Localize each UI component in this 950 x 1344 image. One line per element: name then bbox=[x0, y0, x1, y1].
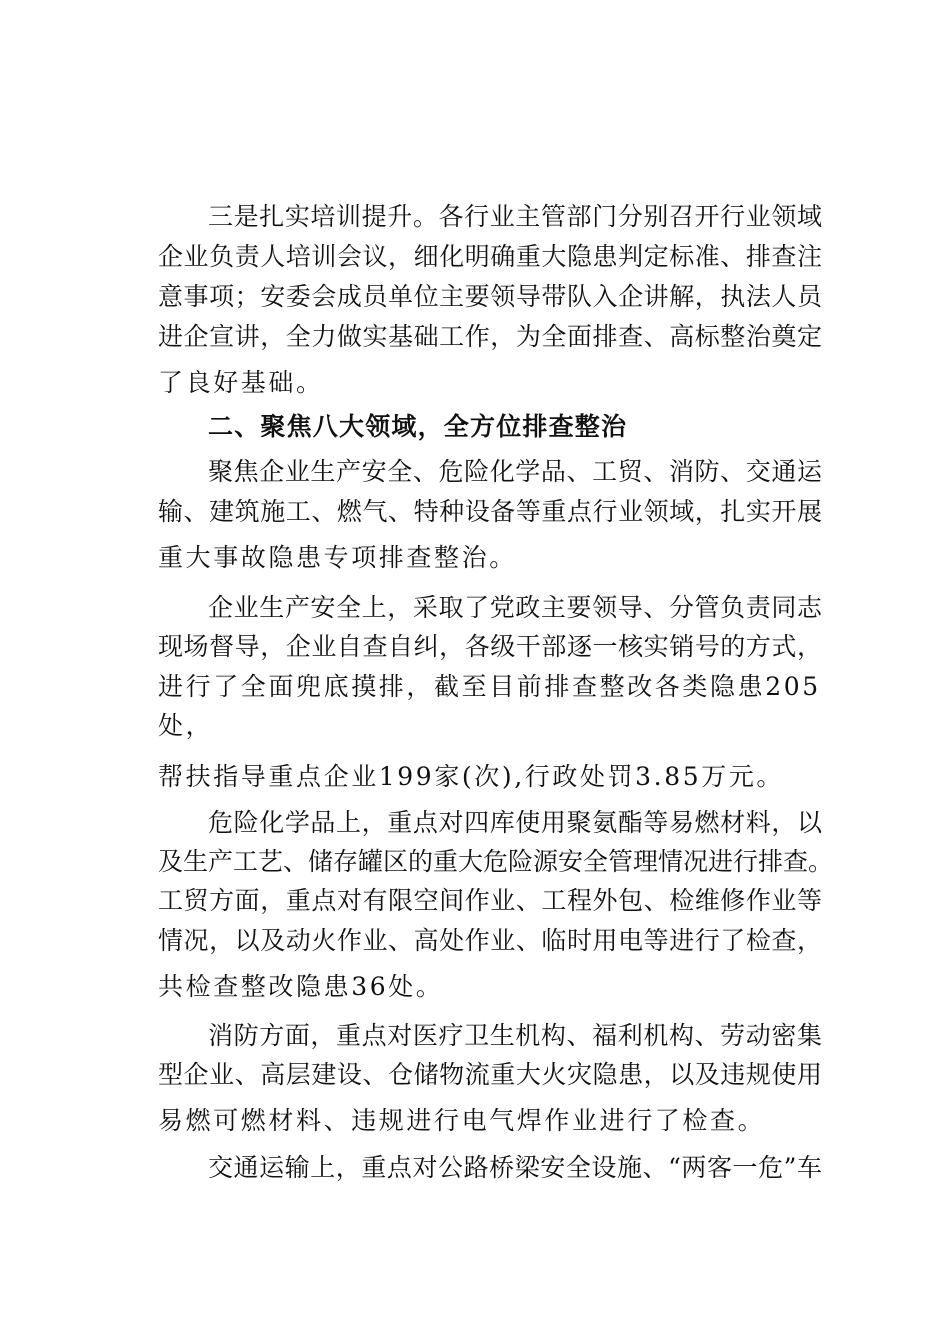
paragraph-1-line-5: 了良好基础。 bbox=[158, 368, 324, 397]
paragraph-3-line-3: 进行了全面兜底摸排，截至目前排查整改各类隐患205 bbox=[158, 672, 821, 701]
paragraph-4-line-2: 及生产工艺、储存罐区的重大危险源安全管理情况进行排查。 bbox=[158, 847, 834, 876]
paragraph-4-line-3: 工贸方面，重点对有限空间作业、工程外包、检维修作业等 bbox=[158, 886, 822, 915]
paragraph-3-line-4: 处， bbox=[158, 711, 214, 740]
paragraph-2-line-2: 输、建筑施工、燃气、特种设备等重点行业领域，扎实开展 bbox=[158, 497, 822, 526]
paragraph-5-line-3: 易燃可燃材料、违规进行电气焊作业进行了检查。 bbox=[158, 1106, 766, 1135]
section-heading: 二、聚焦八大领域，全方位排查整治 bbox=[208, 412, 628, 441]
paragraph-5-line-1: 消防方面，重点对医疗卫生机构、福利机构、劳动密集 bbox=[208, 1021, 822, 1050]
paragraph-1-line-4: 进企宣讲，全力做实基础工作，为全面排查、高标整治奠定 bbox=[158, 322, 822, 351]
paragraph-1-line-2: 企业负责人培训会议，细化明确重大隐患判定标准、排查注 bbox=[158, 242, 822, 271]
paragraph-2-line-3: 重大事故隐患专项排查整治。 bbox=[158, 543, 517, 572]
paragraph-4-line-4: 情况，以及动火作业、高处作业、临时用电等进行了检查， bbox=[158, 926, 822, 955]
paragraph-3-line-2: 现场督导，企业自查自纠，各级干部逐一核实销号的方式， bbox=[158, 632, 822, 661]
paragraph-3-line-1: 企业生产安全上，采取了党政主要领导、分管负责同志 bbox=[208, 593, 822, 622]
paragraph-3-line-5: 帮扶指导重点企业199家(次),行政处罚3.85万元。 bbox=[158, 762, 785, 791]
paragraph-1-line-3: 意事项；安委会成员单位主要领导带队入企讲解，执法人员 bbox=[158, 282, 822, 311]
paragraph-6-line-1: 交通运输上，重点对公路桥梁安全设施、“两客一危”车 bbox=[208, 1153, 822, 1182]
paragraph-4-line-1: 危险化学品上，重点对四库使用聚氨酯等易燃材料，以 bbox=[208, 808, 822, 837]
paragraph-2-line-1: 聚焦企业生产安全、危险化学品、工贸、消防、交通运 bbox=[208, 457, 822, 486]
paragraph-5-line-2: 型企业、高层建设、仓储物流重大火灾隐患，以及违规使用 bbox=[158, 1060, 822, 1089]
paragraph-4-line-5: 共检查整改隐患36处。 bbox=[158, 972, 444, 1001]
paragraph-1-line-1: 三是扎实培训提升。各行业主管部门分别召开行业领域 bbox=[208, 202, 822, 231]
